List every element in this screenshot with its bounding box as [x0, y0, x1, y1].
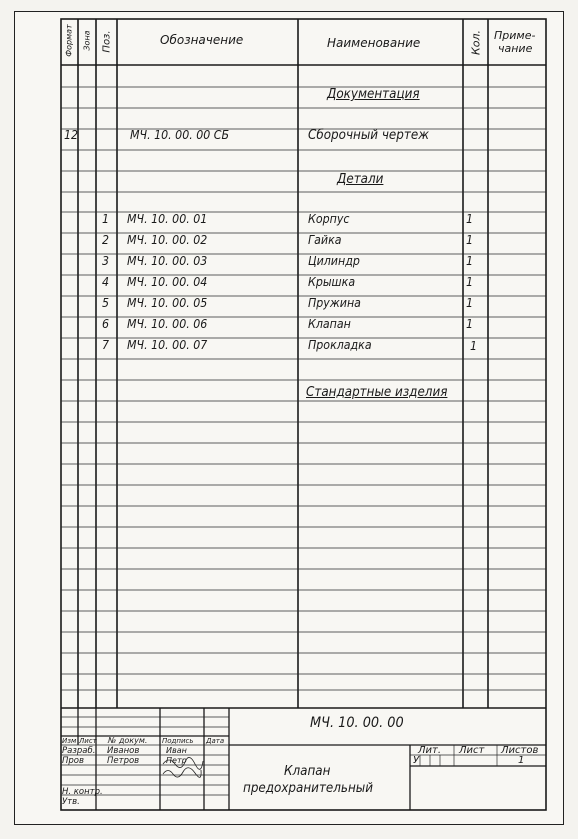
part-qty: 1	[466, 296, 474, 310]
lists-label: Листов	[501, 745, 539, 756]
col-date: Дата	[206, 737, 225, 745]
part-qty: 1	[466, 275, 474, 289]
part-pos: 3	[102, 254, 110, 268]
title-line1: Клапан	[284, 764, 331, 779]
part-designation: МЧ. 10. 00. 02	[127, 233, 208, 247]
part-name: Крышка	[308, 275, 356, 289]
part-name: Пружина	[308, 296, 361, 310]
lit-value: У	[413, 755, 420, 766]
part-pos: 7	[102, 338, 110, 352]
part-qty: 1	[466, 212, 474, 226]
part-pos: 6	[102, 317, 110, 331]
col-list: Лист	[79, 737, 97, 745]
part-qty: 1	[470, 339, 478, 353]
header-note-line2: чание	[498, 42, 533, 55]
part-designation: МЧ. 10. 00. 07	[127, 338, 208, 352]
col-izm: Изм	[62, 737, 77, 745]
part-designation: МЧ. 10. 00. 03	[127, 254, 208, 268]
part-designation: МЧ. 10. 00. 01	[127, 212, 208, 226]
header-note-line1: Приме-	[494, 29, 536, 42]
section-documentation: Документация	[327, 87, 420, 102]
role-appr: Утв.	[62, 797, 80, 807]
part-name: Гайка	[308, 233, 342, 247]
signature-scribble-check	[163, 768, 201, 778]
part-designation: МЧ. 10. 00. 05	[127, 296, 208, 310]
lists-value: 1	[518, 755, 525, 766]
section-standard: Стандартные изделия	[306, 385, 448, 400]
header-format: Формат	[64, 24, 74, 57]
part-name: Корпус	[308, 212, 350, 226]
sign-check: Петр	[166, 756, 187, 765]
header-designation: Обозначение	[160, 33, 244, 47]
sign-dev: Иван	[166, 746, 187, 755]
part-designation: МЧ. 10. 00. 04	[127, 275, 208, 289]
part-name: Клапан	[308, 317, 351, 331]
part-qty: 1	[466, 317, 474, 331]
part-pos: 4	[102, 275, 110, 289]
part-pos: 1	[102, 212, 110, 226]
part-pos: 5	[102, 296, 110, 310]
doc-name: Сборочный чертеж	[308, 128, 429, 143]
part-name: Цилиндр	[308, 254, 360, 268]
name-check: Петров	[107, 756, 140, 766]
doc-format: 12	[64, 128, 79, 142]
title-line2: предохранительный	[243, 781, 374, 796]
role-norm: Н. контр.	[62, 787, 103, 797]
header-pos: Поз.	[101, 30, 113, 53]
title-designation: МЧ. 10. 00. 00	[310, 715, 404, 731]
part-pos: 2	[102, 233, 110, 247]
part-qty: 1	[466, 233, 474, 247]
doc-designation: МЧ. 10. 00. 00 СБ	[130, 128, 230, 142]
part-name: Прокладка	[308, 338, 372, 352]
lit-label: Лит.	[418, 745, 442, 756]
col-docnum: № докум.	[108, 736, 148, 745]
part-designation: МЧ. 10. 00. 06	[127, 317, 208, 331]
col-sign: Подпись	[162, 737, 194, 745]
header-name: Наименование	[327, 36, 421, 50]
header-zone: Зона	[82, 30, 92, 51]
role-dev: Разраб.	[62, 746, 96, 756]
header-qty: Кол.	[469, 29, 483, 56]
part-qty: 1	[466, 254, 474, 268]
section-parts: Детали	[337, 172, 384, 187]
list-label: Лист	[459, 745, 485, 756]
name-dev: Иванов	[107, 746, 140, 756]
role-check: Пров	[62, 756, 84, 766]
